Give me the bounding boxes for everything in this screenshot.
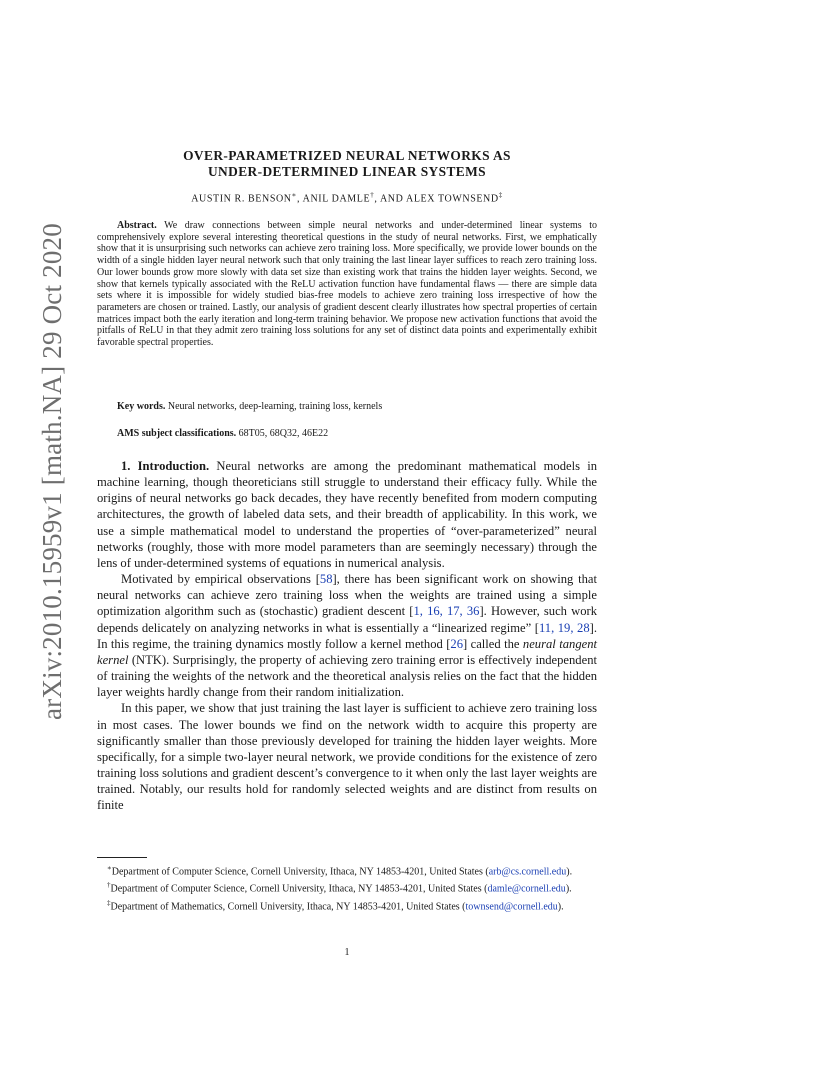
abstract-heading: Abstract. (117, 220, 157, 231)
citation-link[interactable]: 58 (319, 572, 333, 587)
email-link[interactable]: arb@cs.cornell.edu (488, 866, 567, 878)
footnote-mark: † (107, 881, 111, 890)
footnote-text: Department of Computer Science, Cornell University, Ithaca, NY 14853-4201, United States ( (111, 866, 489, 878)
footnotes (97, 862, 597, 914)
author-separator: , (297, 193, 303, 205)
ams-classifications (117, 428, 328, 439)
footnote-1 (97, 862, 597, 879)
citation-link[interactable]: 11, 19, 28 (538, 620, 590, 635)
paragraph-3 (97, 700, 597, 813)
section-heading: 1. Introduction. (121, 459, 210, 473)
author-benson: AUSTIN R. BENSON (191, 193, 292, 205)
paragraph-2 (97, 571, 597, 700)
paragraph-text: ], there has been significant work on showing that neural networks can achieve zero training loss when the weights are trained using a simple optimization algorithm such as (stochastic) gradient descent [ (97, 572, 597, 619)
footnote-text: Department of Mathematics, Cornell University, Ithaca, NY 14853-4201, United States ( (110, 901, 466, 913)
title-line-1: OVER-PARAMETRIZED NEURAL NETWORKS AS (183, 148, 511, 163)
footnote-text-end: ). (566, 866, 573, 878)
footnote-text-end: ). (557, 901, 564, 913)
paragraph-text: ] called the (463, 636, 523, 651)
emphasized-term: neural tangent kernel (97, 636, 597, 667)
keywords-text: Neural networks, deep-learning, training loss, kernels (167, 401, 383, 412)
paragraph-text: ]. In this regime, the training dynamics mostly follow a kernel method [ (97, 620, 597, 651)
footnote-text: Department of Computer Science, Cornell University, Ithaca, NY 14853-4201, United States ( (110, 883, 488, 895)
footnote-divider (97, 857, 147, 858)
footnote-text-end: ). (565, 883, 572, 895)
footnote-2 (97, 879, 597, 896)
author-list (97, 191, 597, 204)
email-link[interactable]: townsend@cornell.edu (465, 901, 558, 913)
citation-link[interactable]: 26 (450, 636, 464, 651)
title-line-2: UNDER-DETERMINED LINEAR SYSTEMS (207, 164, 487, 179)
ams-text: 68T05, 68Q32, 46E22 (238, 428, 329, 439)
footnote-mark: ‡ (107, 898, 111, 907)
ams-label: AMS subject classifications. (117, 428, 237, 439)
paragraph-1-text: Neural networks are among the predominant mathematical models in machine learning, though theoreticians still struggle to understand their efficacy fully. While the origins of neural networks go back decades, they have recently benefited from modern computing architectures, the growth of labeled data sets, and their breadth of applicability. In this work, we use a simple mathematical model to understand the properties of “over-parameterized” neural networks (roughly, those with more model parameters than are seemingly necessary) through the lens of under-determined systems of equations in numerical analysis. (97, 459, 597, 570)
citation-link[interactable]: 1, 16, 17, 36 (413, 604, 480, 619)
paragraph-text: Motivated by empirical observations [ (121, 572, 320, 587)
email-link[interactable]: damle@cornell.edu (487, 883, 566, 895)
keywords-label: Key words. (117, 401, 166, 412)
author-townsend: ALEX TOWNSEND (406, 193, 499, 205)
introduction-section (97, 458, 597, 813)
author-damle: ANIL DAMLE (302, 193, 371, 205)
footnote-3 (97, 897, 597, 914)
footnote-mark: ∗ (107, 864, 112, 872)
paragraph-1 (97, 458, 597, 571)
arxiv-identifier-stamp[interactable]: arXiv:2010.15959v1 [math.NA] 29 Oct 2020 (37, 223, 67, 720)
footnote-mark-1[interactable]: ∗ (291, 191, 297, 199)
page-number: 1 (344, 947, 350, 958)
abstract (97, 220, 597, 349)
paragraph-text: ]. However, such work depends delicately on analyzing networks in what is essentially a “linearized regime” [ (97, 604, 597, 635)
footnote-mark-3[interactable]: ‡ (498, 191, 503, 199)
paper-title (97, 148, 597, 180)
paragraph-text: (NTK). Surprisingly, the property of achieving zero training error is effectively independent of training the weights of the network and the theoretical analysis relies on the fact that the hidden layer weights hardly change from their random initialization. (97, 652, 597, 700)
footnote-mark-2[interactable]: † (370, 191, 375, 199)
author-separator: , AND (374, 193, 406, 205)
abstract-text: We draw connections between simple neural networks and under-determined linear systems to comprehensively explore several interesting theoretical questions in the study of neural networks. First, we emphatically show that it is unsurprising such networks can achieve zero training loss. More specifically, we provide lower bounds on the width of a single hidden layer neural network such that only training the last linear layer suffices to reach zero training loss. Our lower bounds grow more slowly with data set size than existing work that trains the hidden layer weights. Second, we show that kernels typically associated with the ReLU activation function have fundamental flaws — there are simple data sets where it is impossible for widely studied bias-free models to achieve zero training loss irrespective of how the parameters are chosen or trained. Lastly, our analysis of gradient descent clearly illustrates how spectral properties of certain matrices impact both the early iteration and long-term training behavior. We propose new activation functions that avoid the pitfalls of ReLU in that they admit zero training loss solutions for any set of distinct data points and experimentally exhibit favorable spectral properties. (97, 220, 597, 349)
paragraph-3-text: In this paper, we show that just training the last layer is sufficient to achieve zero training loss in most cases. The lower bounds we find on the network width to acquire this property are significantly smaller than those previously developed for training the hidden layer weights. More specifically, for a simple two-layer neural network, we provide conditions for the existence of zero training loss solutions and gradient descent’s convergence to it when only the last layer weights are trained. Notably, our results hold for randomly selected weights and are distinct from results on finite (97, 701, 597, 813)
keywords (117, 401, 382, 412)
